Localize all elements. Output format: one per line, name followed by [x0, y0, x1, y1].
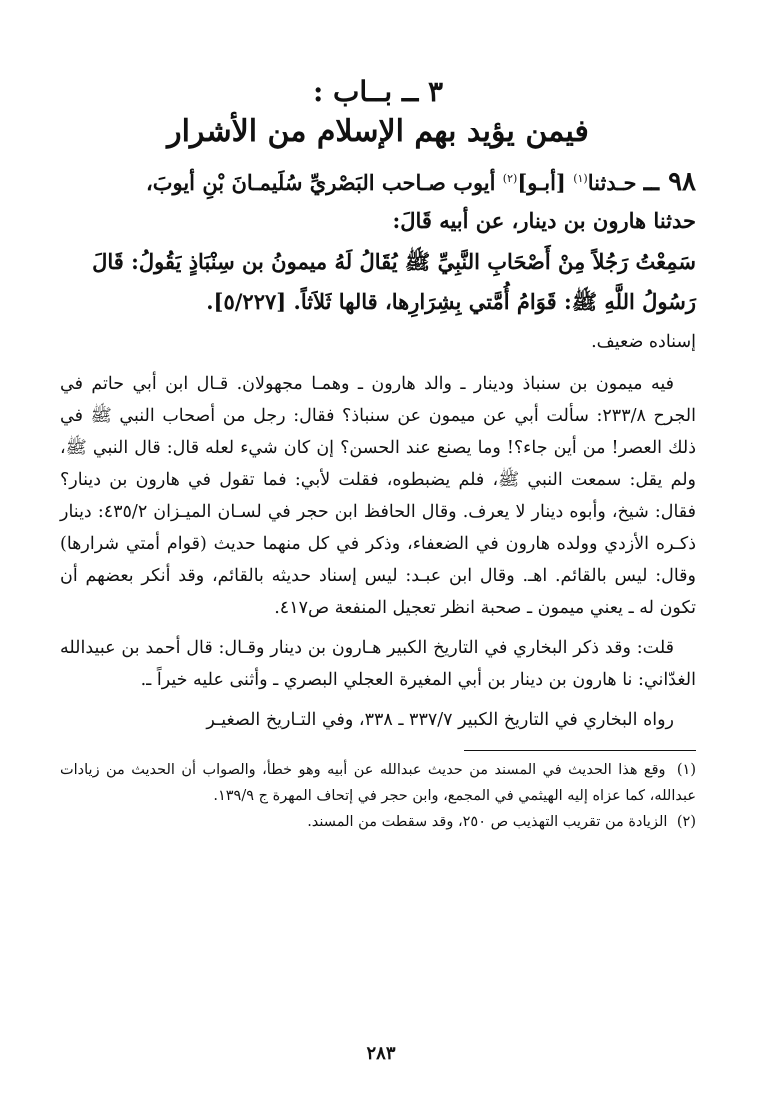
spacer — [60, 624, 696, 632]
isnad-verdict: إسناده ضعيف. — [591, 332, 696, 352]
commentary-paragraph-2: قلت: وقد ذكر البخاري في التاريخ الكبير هـارون بن دينار وقـال: قال أحمد بن عبيدالله الغدّاني: نا هارون بن دينار بن أبي المغيرة العجلي البصري ـ وأثنى عليه خيراً ـ. — [60, 638, 696, 690]
spacer — [60, 696, 696, 704]
hadith-text-line-2: رَسُولُ اللَّهِ ﷺ: قَوَامُ أُمَّتي بِشِرَارِها، قالها ثَلاَثاً. [٥/٢٢٧]. — [206, 289, 696, 314]
hadith-number: ٩٨ ــ — [643, 167, 696, 197]
footnote-number: (١) — [676, 762, 696, 778]
footnote-divider — [464, 750, 696, 751]
document-page — [60, 60, 696, 1060]
chapter-heading: ٣ ــ بــاب : — [312, 75, 444, 108]
hadith-chain — [60, 160, 696, 240]
hadith-matn — [60, 242, 696, 322]
chain-names: أيوب صـاحب البَصْريِّ سُلَيمـانَ بْنِ أيوبَ، — [145, 170, 496, 195]
footnotes — [60, 757, 696, 835]
footnote-2 — [60, 809, 696, 835]
footnote-text: وقع هذا الحديث في المسند من حديث عبدالله عن أبيه وهو خطأ، والصواب أن الحديث من زيادات عبدالله، كما عزاه إليه الهيثمي في المجمع، وابن حجر في إتحاف المهرة ج ١٣٩/٩. — [60, 762, 696, 804]
chain-narrated: حـدثنا — [587, 170, 637, 195]
page-number: ٢٨٣ — [366, 1043, 396, 1064]
commentary-paragraph-1: فيه ميمون بن سنباذ ودينار ـ والد هارون ـ وهمـا مجهولان. قـال ابن أبي حاتم في الجرح ٢٣٣/٨: سألت أبي عن ميمون عن سنباذ؟ فقال: رجل من أصحاب النبي ﷺ في ذلك العصر! من أين جاء؟! وما يصنع عند الحسن؟ إن كان شيء لعله قال: قال النبي ﷺ، ولم يقل: سمعت النبي ﷺ، فلم يضبطوه، فقلت لأبي: فما تقول في هارون بن دينار؟ فقال: شيخ، وأبوه دينار لا يعرف. وقال الحافظ ابن حجر في لسـان الميـزان ٤٣٥/٢: دينار ذكـره الأزدي وولده هارون في الضعفاء، وذكر في كل منهما حديث (قوام أمتي شرارها) وقال: ليس بالقائم. اهـ. وقال ابن عبـد: ليس إسناد حديثه بالقائم، وقد أنكر بعضهم أن تكون له ـ يعني ميمون ـ صحبة انظر تعجيل المنفعة ص٤١٧. — [60, 374, 697, 618]
hadith-text-line-1: سَمِعْتُ رَجُلاً مِنْ أَصْحَابِ النَّبِيِّ ﷺ يُقَالُ لَهُ ميمونُ بن سِنْبَاذٍ يَقُولُ: قَالَ — [92, 249, 696, 274]
footnote-1 — [60, 757, 696, 809]
chain-bracket: [أبـو] — [517, 170, 566, 195]
footnote-number: (٢) — [676, 814, 696, 830]
footnote-ref-1[interactable]: (١) — [573, 172, 588, 185]
chapter-subtitle: فيمن يؤيد بهم الإسلام من الأشرار — [167, 114, 589, 149]
footnote-text: الزيادة من تقريب التهذيب ص ٢٥٠، وقد سقطت من المسند. — [307, 814, 668, 830]
chain-line-2: حدثنا هارون بن دينار، عن أبيه قَالَ: — [392, 208, 696, 233]
footnote-ref-2[interactable]: (٢) — [502, 172, 518, 185]
commentary-paragraph-3: رواه البخاري في التاريخ الكبير ٣٣٧/٧ ـ ٣٣٨، وفي التـاريخ الصغيـر — [206, 710, 674, 730]
